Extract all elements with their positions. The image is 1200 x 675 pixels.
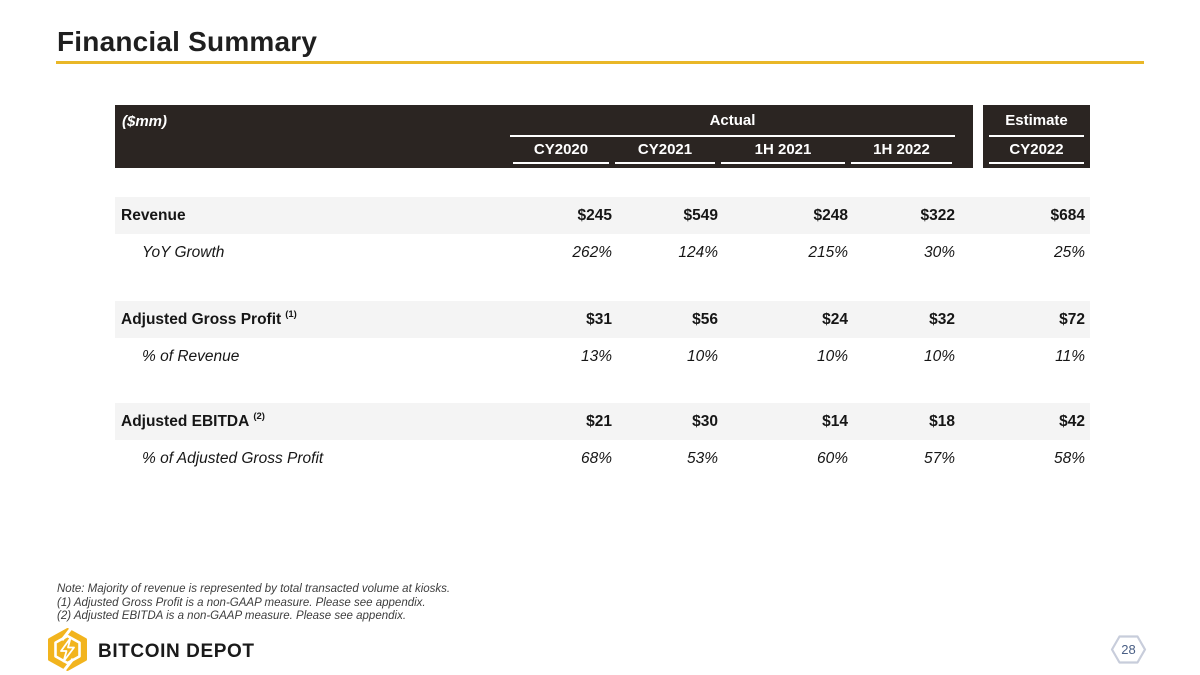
- page-title: Financial Summary: [57, 26, 318, 57]
- footnote-ref-1: (1): [285, 308, 297, 320]
- cell-value: 68%: [580, 449, 612, 467]
- row-label: [115, 310, 510, 329]
- cell-value: $245: [577, 206, 612, 224]
- footnote-line: (1) Adjusted Gross Profit is a non-GAAP measure. Please see appendix.: [57, 596, 426, 609]
- cell-value: $24: [822, 310, 848, 328]
- page-number-badge: [1110, 634, 1147, 665]
- column-header-1h2021: 1H 2021: [721, 137, 845, 164]
- group-header-actual: Actual: [510, 105, 955, 137]
- unit-label: ($mm): [122, 112, 168, 130]
- cell-value: 10%: [816, 347, 848, 365]
- footnote-ref-2: (2): [253, 410, 265, 422]
- table-row-yoy-growth: [115, 234, 1090, 271]
- cell-value: 57%: [923, 449, 955, 467]
- table-row-adjusted-ebitda: [115, 403, 1090, 440]
- page-number: 28: [1121, 642, 1136, 657]
- cell-value: $248: [813, 206, 848, 224]
- group-header-estimate: Estimate: [989, 105, 1084, 137]
- row-label-text: Revenue: [121, 206, 186, 224]
- row-label-text: Adjusted EBITDA: [121, 413, 250, 431]
- cell-value: 25%: [1053, 243, 1085, 261]
- cell-value: $31: [586, 310, 612, 328]
- cell-value: 262%: [572, 243, 612, 261]
- footnote-line: Note: Majority of revenue is represented by total transacted volume at kiosks.: [57, 583, 451, 595]
- cell-value: $21: [586, 412, 612, 430]
- row-label-text: % of Adjusted Gross Profit: [142, 449, 324, 467]
- footnotes: [57, 583, 450, 624]
- row-label-text: % of Revenue: [142, 347, 240, 365]
- cell-value: 10%: [686, 347, 718, 365]
- cell-value: $14: [822, 412, 848, 430]
- header-gap: [973, 105, 983, 168]
- table-header-actual-block: [115, 105, 973, 168]
- cell-value: $72: [1059, 310, 1085, 328]
- row-label: [115, 207, 510, 225]
- cell-value: $18: [929, 412, 955, 430]
- row-label: [115, 450, 510, 468]
- cell-value: $322: [920, 206, 955, 224]
- cell-value: 53%: [686, 449, 718, 467]
- cell-value: 10%: [923, 347, 955, 365]
- cell-value: 13%: [580, 347, 612, 365]
- column-header-1h2022: 1H 2022: [851, 137, 952, 164]
- title-underline: [56, 61, 1144, 64]
- financial-summary-table: [115, 105, 1090, 477]
- row-label-text: Adjusted Gross Profit: [121, 311, 282, 329]
- column-header-cy2020: CY2020: [513, 137, 609, 164]
- cell-value: 30%: [923, 243, 955, 261]
- table-row-revenue: [115, 197, 1090, 234]
- bitcoin-depot-logo-icon: [47, 628, 88, 675]
- row-label: [115, 412, 510, 431]
- table-header: [115, 105, 1090, 168]
- column-header-cy2021: CY2021: [615, 137, 715, 164]
- cell-value: 215%: [808, 243, 848, 261]
- cell-value: 60%: [816, 449, 848, 467]
- row-label: [115, 348, 510, 366]
- cell-value: $30: [692, 412, 718, 430]
- row-label: [115, 244, 510, 262]
- cell-value: 11%: [1055, 347, 1085, 365]
- cell-value: 124%: [678, 243, 718, 261]
- column-header-cy2022: CY2022: [989, 137, 1084, 164]
- brand-name: BITCOIN DEPOT: [98, 641, 255, 662]
- table-body: [115, 197, 1090, 477]
- cell-value: 58%: [1053, 449, 1085, 467]
- cell-value: $56: [692, 310, 718, 328]
- footnote-line: (2) Adjusted EBITDA is a non-GAAP measure. Please see appendix.: [57, 610, 407, 622]
- table-row-pct-of-adjusted-gross-profit: [115, 440, 1090, 477]
- cell-value: $32: [929, 310, 955, 328]
- cell-value: $549: [683, 206, 718, 224]
- table-row-pct-of-revenue: [115, 338, 1090, 375]
- cell-value: $42: [1059, 412, 1085, 430]
- brand-footer: [47, 628, 255, 675]
- cell-value: $684: [1050, 206, 1085, 224]
- table-header-estimate-block: [983, 105, 1090, 168]
- row-label-text: YoY Growth: [142, 243, 225, 261]
- table-row-adjusted-gross-profit: [115, 301, 1090, 338]
